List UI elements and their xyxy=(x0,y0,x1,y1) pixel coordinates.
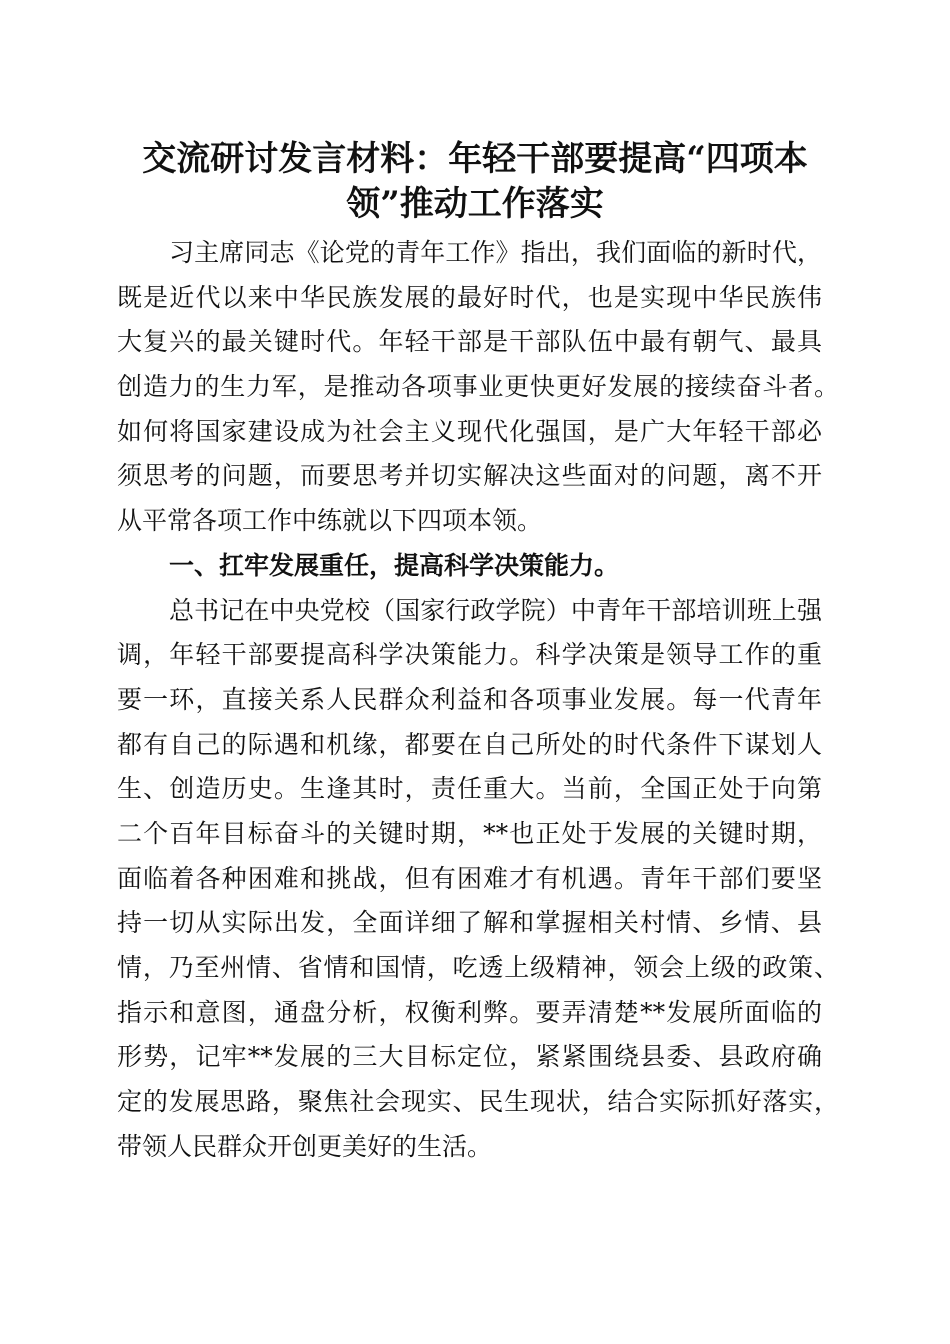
text-line: 须思考的问题，而要思考并切实解决这些面对的问题，离不开 xyxy=(117,461,822,491)
title-line-2: 领”推动工作落实 xyxy=(346,184,604,224)
text-line: 生、创造历史。生逢其时，责任重大。当前，全国正处于向第 xyxy=(117,774,822,804)
section-heading: 一、扛牢发展重任，提高科学决策能力。 xyxy=(169,550,620,580)
text-line: 都有自己的际遇和机缘，都要在自己所处的时代条件下谋划人 xyxy=(117,729,822,759)
text-line: 既是近代以来中华民族发展的最好时代，也是实现中华民族伟 xyxy=(117,282,822,312)
title-line-1: 交流研讨发言材料：年轻干部要提高“四项本 xyxy=(142,139,808,179)
text-line: 从平常各项工作中练就以下四项本领。 xyxy=(117,506,543,536)
document-body xyxy=(117,231,839,1169)
paragraph-2 xyxy=(117,589,839,1170)
text-line: 习主席同志《论党的青年工作》指出，我们面临的新时代， xyxy=(169,238,822,267)
text-line: 定的发展思路，聚焦社会现实、民生现状，结合实际抓好落实， xyxy=(117,1087,839,1117)
text-line: 指示和意图，通盘分析，权衡利弊。要弄清楚**发展所面临的 xyxy=(117,997,822,1027)
text-line: 调，年轻干部要提高科学决策能力。科学决策是领导工作的重 xyxy=(117,640,822,670)
text-line: 情，乃至州情、省情和国情，吃透上级精神，领会上级的政策、 xyxy=(117,953,839,982)
text-line: 如何将国家建设成为社会主义现代化强国，是广大年轻干部必 xyxy=(117,416,822,446)
text-line: 形势，记牢**发展的三大目标定位，紧紧围绕县委、县政府确 xyxy=(117,1042,822,1072)
text-line: 持一切从实际出发，全面详细了解和掌握相关村情、乡情、县 xyxy=(117,908,822,938)
text-line: 二个百年目标奋斗的关键时期，**也正处于发展的关键时期， xyxy=(117,818,822,848)
text-line: 带领人民群众开创更美好的生活。 xyxy=(117,1131,493,1161)
paragraph-1 xyxy=(117,231,839,544)
document-title xyxy=(110,137,840,227)
text-line: 大复兴的最关键时代。年轻干部是干部队伍中最有朝气、最具 xyxy=(117,327,822,357)
text-line: 面临着各种困难和挑战，但有困难才有机遇。青年干部们要坚 xyxy=(117,863,822,893)
text-line: 创造力的生力军，是推动各项事业更快更好发展的接续奋斗者。 xyxy=(117,372,839,402)
text-line: 要一环，直接关系人民群众利益和各项事业发展。每一代青年 xyxy=(117,684,822,714)
text-line: 总书记在中央党校（国家行政学院）中青年干部培训班上强 xyxy=(169,595,822,625)
